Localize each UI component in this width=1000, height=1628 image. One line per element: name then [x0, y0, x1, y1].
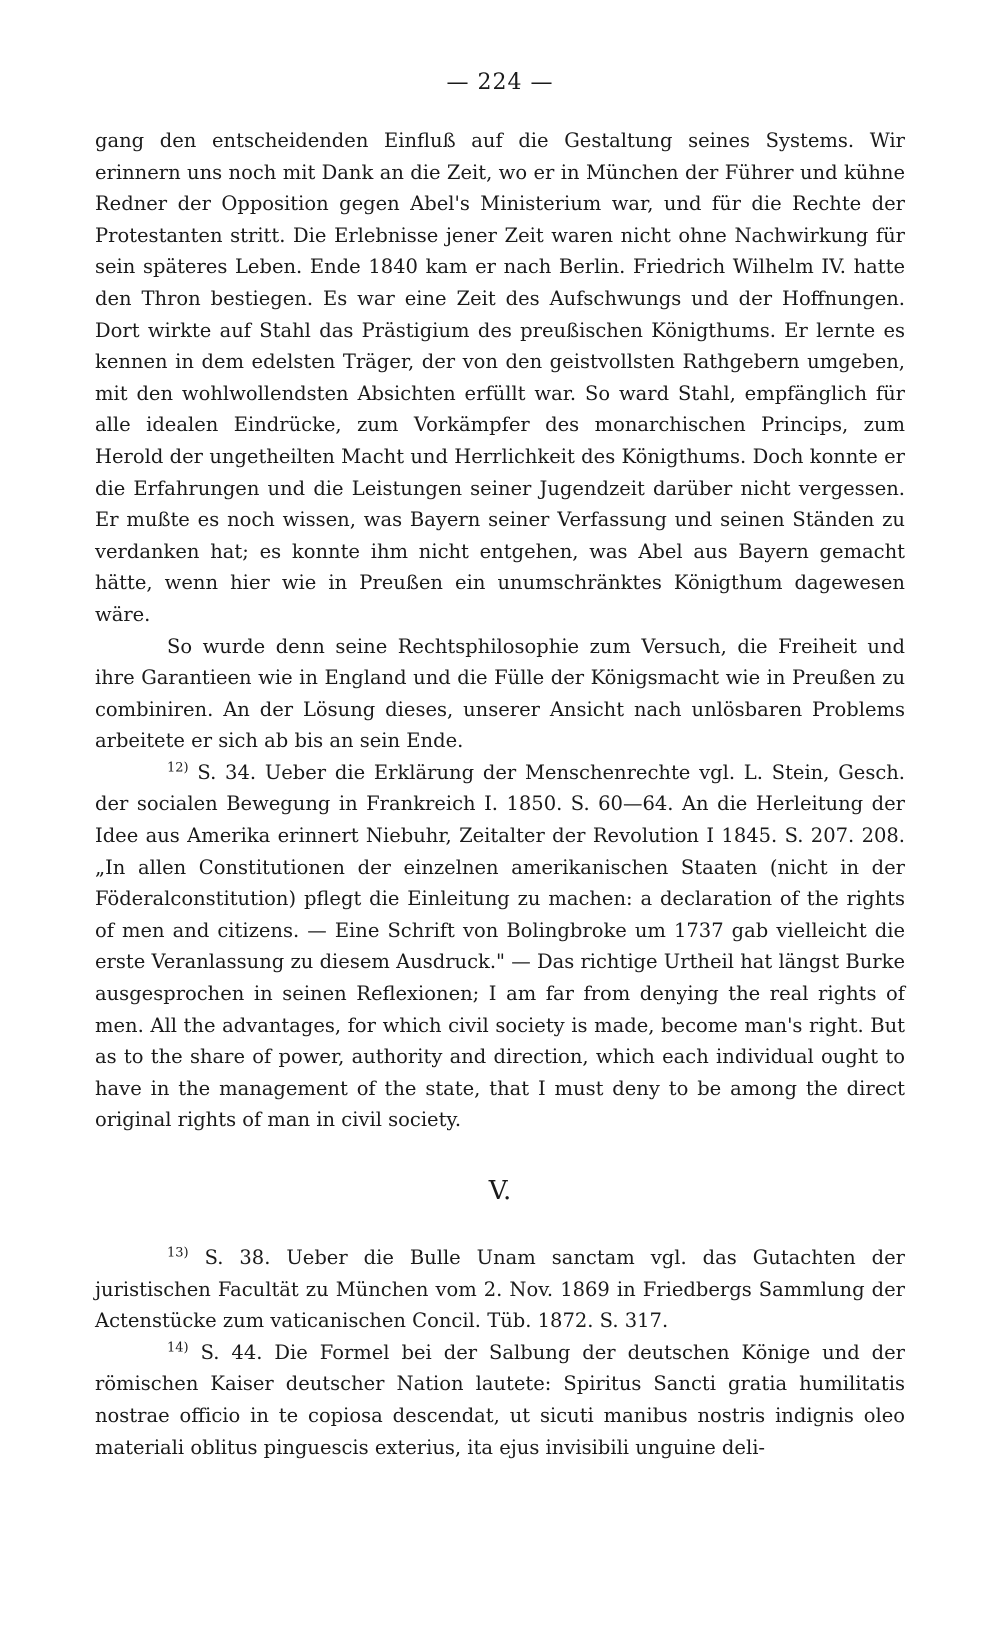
- footnote-12-text: S. 34. Ueber die Erklärung der Menschenrechte vgl. L. Stein, Gesch. der socialen Bewegung in Frankreich I. 1850. S. 60—64. An die Herleitung der Idee aus Amerika erinnert Niebuhr, Zeitalter der Revolution I 1845. S. 207. 208. „In allen Constitutionen der einzelnen amerikanischen Staaten (nicht in der Föderalconstitution) pflegt die Einleitung zu machen: a declaration of the rights of men and citizens. — Eine Schrift von Bolingbroke um 1737 gab vielleicht die erste Veranlassung zu diesem Ausdruck." — Das richtige Urtheil hat längst Burke ausgesprochen in seinen Reflexionen; I am far from denying the real rights of men. All the advantages, for which civil society is made, become man's right. But as to the share of power, authority and direction, which each individual ought to have in the management of the state, that I must deny to be among the direct original rights of man in civil society.: [95, 760, 906, 1132]
- footnote-12: [95, 757, 905, 1136]
- paragraph-2: So wurde denn seine Rechtsphilosophie zum Versuch, die Freiheit und ihre Garantieen wie in England und die Fülle der Königsmacht wie in Preußen zu combiniren. An der Lösung dieses, unserer Ansicht nach unlösbaren Problems arbeitete er sich ab bis an sein Ende.: [95, 634, 905, 753]
- section-mark: V.: [488, 1176, 512, 1206]
- paragraph-1: gang den entscheidenden Einfluß auf die Gestaltung seines Systems. Wir erinnern uns noch mit Dank an die Zeit, wo er in München der Führer und kühne Redner der Opposition gegen Abel's Ministerium war, und für die Rechte der Protestanten stritt. Die Erlebnisse jener Zeit waren nicht ohne Nachwirkung für sein späteres Leben. Ende 1840 kam er nach Berlin. Friedrich Wilhelm IV. hatte den Thron bestiegen. Es war eine Zeit des Aufschwungs und der Hoffnungen. Dort wirkte auf Stahl das Prästigium des preußischen Königthums. Er lernte es kennen in dem edelsten Träger, der von den geistvollsten Rathgebern umgeben, mit den wohlwollendsten Absichten erfüllt war. So ward Stahl, empfänglich für alle idealen Eindrücke, zum Vorkämpfer des monarchischen Princips, zum Herold der ungetheilten Macht und Herrlichkeit des Königthums. Doch konnte er die Erfahrungen und die Leistungen seiner Jugendzeit darüber nicht vergessen. Er mußte es noch wissen, was Bayern seiner Verfassung und seinen Ständen zu verdanken hat; es konnte ihm nicht entgehen, was Abel aus Bayern gemacht hätte, wenn hier wie in Preußen ein unumschränktes Königthum dagewesen wäre.: [95, 129, 905, 626]
- footnote-ref-13: 13): [167, 1245, 189, 1261]
- footnote-14-text: S. 44. Die Formel bei der Salbung der deutschen Könige und der römischen Kaiser deutscher Nation lautete: Spiritus Sancti gratia humilitatis nostrae officio in te copiosa descendat, ut sicuti manibus nostris indignis oleo materiali oblitus pinguescis exterius, ita ejus invisibili unguine deli-: [95, 1340, 906, 1459]
- footnote-ref-12: 12): [167, 760, 189, 776]
- footnote-13-text: S. 38. Ueber die Bulle Unam sanctam vgl. das Gutachten der juristischen Facultät zu München vom 2. Nov. 1869 in Friedbergs Sammlung der Actenstücke zum vaticanischen Concil. Tüb. 1872. S. 317.: [95, 1246, 905, 1333]
- document-page: [95, 70, 905, 1463]
- footnote-13: [95, 1242, 905, 1337]
- footnote-ref-14: 14): [167, 1340, 189, 1356]
- page-number: — 224 —: [446, 70, 554, 95]
- footnote-14: [95, 1337, 905, 1463]
